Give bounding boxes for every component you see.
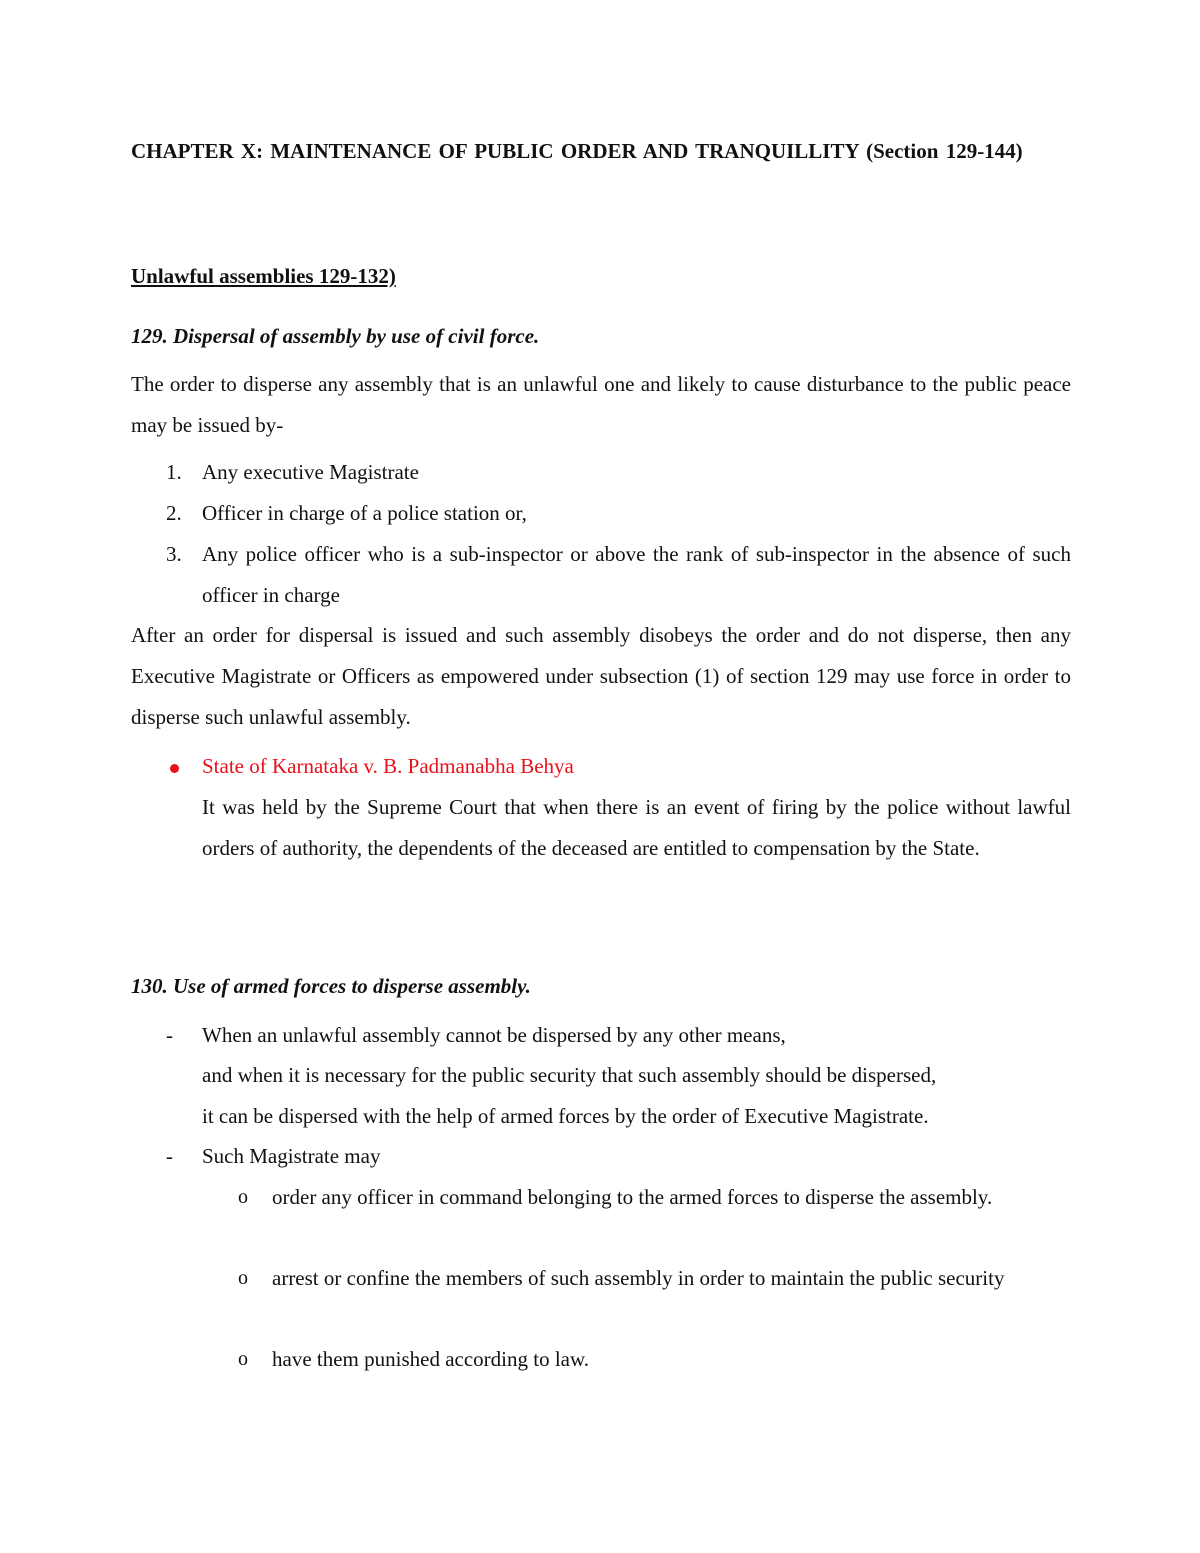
sub-bullet-marker: o — [238, 1348, 248, 1370]
subheading-unlawful-assemblies: Unlawful assemblies 129-132) — [131, 264, 396, 288]
point-1-line-1: When an unlawful assembly cannot be dispersed by any other means, — [202, 1023, 786, 1047]
point-1-line-3: it can be dispersed with the help of armed forces by the order of Executive Magistrate. — [202, 1104, 929, 1128]
section-129-intro: The order to disperse any assembly that is an unlawful one and likely to cause disturbance to the public peace may be issued by- — [131, 372, 1071, 437]
list-item — [166, 493, 1071, 534]
dash-marker: - — [166, 1144, 173, 1168]
sub-item: have them punished according to law. — [272, 1347, 590, 1371]
case-name: State of Karnataka v. B. Padmanabha Behya — [202, 754, 574, 778]
list-item-text: Any executive Magistrate — [202, 460, 419, 484]
list-marker: 1. — [166, 460, 182, 484]
sub-bullet-marker: o — [238, 1186, 248, 1208]
section-129-after-paragraph: After an order for dispersal is issued and such assembly disobeys the order and do not disperse, then any Executive Magistrate or Officers as empowered under subsection (1) of section 129 may use force in order to disperse such unlawful assembly. — [131, 623, 1071, 729]
case-summary: It was held by the Supreme Court that when there is an event of firing by the police without lawful orders of authority, the dependents of the deceased are entitled to compensation by the State. — [202, 795, 1071, 860]
sub-item: order any officer in command belonging to the armed forces to disperse the assembly. — [272, 1185, 993, 1209]
list-item — [166, 534, 1071, 616]
section-130-heading: 130. Use of armed forces to disperse assembly. — [131, 974, 531, 998]
sub-bullet-marker: o — [238, 1267, 248, 1289]
chapter-title: CHAPTER X: MAINTENANCE OF PUBLIC ORDER AND TRANQUILLITY (Section 129-144) — [131, 139, 1023, 163]
list-marker: 3. — [166, 542, 182, 566]
dash-marker: - — [166, 1023, 173, 1047]
list-item-text: Any police officer who is a sub-inspector or above the rank of sub-inspector in the absence of such officer in charge — [202, 542, 1071, 607]
section-129-heading: 129. Dispersal of assembly by use of civil force. — [131, 324, 540, 348]
bullet-dot-icon — [170, 764, 179, 773]
list-item-text: Officer in charge of a police station or, — [202, 501, 527, 525]
sub-item: arrest or confine the members of such assembly in order to maintain the public security — [272, 1266, 1005, 1290]
point-2-text: Such Magistrate may — [202, 1144, 381, 1168]
list-item — [166, 452, 1071, 493]
list-marker: 2. — [166, 501, 182, 525]
point-1-line-2: and when it is necessary for the public security that such assembly should be dispersed, — [202, 1063, 937, 1087]
